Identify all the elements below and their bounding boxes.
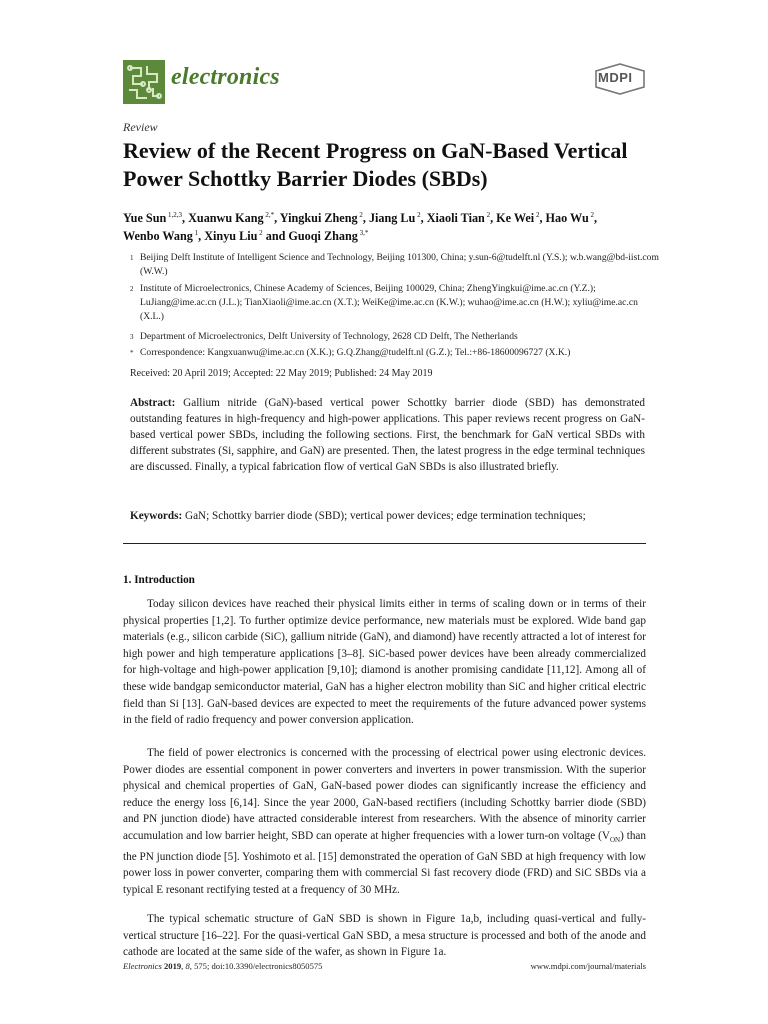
journal-url: www.mdpi.com/journal/materials xyxy=(530,961,646,971)
section-divider xyxy=(123,543,646,544)
author-affiliation-marker: 2 xyxy=(257,228,263,237)
document-type: Review xyxy=(123,120,158,134)
author-affiliation-marker: 2 xyxy=(534,210,540,219)
author-affiliation-marker: 1 xyxy=(192,228,199,237)
keywords xyxy=(130,510,650,522)
paper-title: Review of the Recent Progress on GaN-Based Vertical Power Schottky Barrier Diodes (SBDs) xyxy=(123,138,628,191)
publisher-name: MDPI xyxy=(598,70,633,85)
author-affiliation-marker: 3,* xyxy=(357,228,369,237)
author-name: Yue Sun xyxy=(123,211,167,225)
intro-paragraph-3: The typical schematic structure of GaN SBD is shown in Figure 1a,b, including quasi-vertical and fully-vertical structure [16–22]. For the quasi-vertical GaN SBD, a mesa structure is processed and both of the anode and cathode are located at the same side of the wafer, as shown in Figure 1a. xyxy=(123,913,646,959)
correspondence: * Correspondence: Kangxuanwu@ime.ac.cn (X.K.); G.Q.Zhang@tudelft.nl (G.Z.); Tel.:+86-18600096727 (X.K.) xyxy=(130,347,571,358)
affiliation-1: 1 Beijing Delft Institute of Intelligent Science and Technology, Beijing 101300, China; y.sun-6@tudelft.nl (Y.S.); w.b.wang@bd-iist.com (W.W.) xyxy=(130,252,659,278)
citation-footer: Electronics 2019, 8, 575; doi:10.3390/electronics8050575 xyxy=(123,961,323,971)
author-name: Xinyu Liu xyxy=(204,229,258,243)
author-name: Ke Wei xyxy=(496,211,535,225)
publication-dates: Received: 20 April 2019; Accepted: 22 May 2019; Published: 24 May 2019 xyxy=(130,368,433,379)
keywords-text: GaN; Schottky barrier diode (SBD); vertical power devices; edge termination techniques; xyxy=(185,510,586,522)
author-name: Hao Wu xyxy=(545,211,589,225)
intro-paragraph-2: The field of power electronics is concerned with the processing of electrical power using electronic devices. Power diodes are essential component in power converters and inverters in power transmission. With the superior physical and chemical properties of GaN, GaN-based power diodes can significantly increase the efficiency and reduce the energy loss [6,14]. Since the year 2000, GaN-based rectifiers (including Schottky barrier diode (SBD) and PN junction diode) have attracted considerable interest from researchers. With the absence of minority carrier accumulation and low barrier height, SBD can operate at higher frequencies with a lower turn-on voltage $(V_{ON})$ than the PN junction diode [5]. Yoshimoto et al. [15] demonstrated the operation of GaN SBD at high frequency with low power loss in power converter, comparing them with commercial Si fast recovery diode (FRD) and SiC SBDs via a typical E resonant rectifying tested at a frequency of 30 MHz. xyxy=(123,747,646,896)
author-affiliation-marker: 1,2,3 xyxy=(166,210,183,219)
author-name: Jiang Lu xyxy=(368,211,416,225)
author-affiliation-marker: 2,* xyxy=(263,210,275,219)
author-affiliation-marker: 2 xyxy=(588,210,595,219)
affiliation-3: 3 Department of Microelectronics, Delft University of Technology, 2628 CD Delft, The Netherlands xyxy=(130,331,518,342)
abstract xyxy=(130,396,645,476)
affiliation-2: 2 Institute of Microelectronics, Chinese Academy of Sciences, Beijing 100029, China; ZhengYingkui@ime.ac.cn (Y.Z.); LuJiang@ime.ac.cn (J.L.); TianXiaoli@ime.ac.cn (X.T.); WeiKe@ime.ac.cn (K.W.); wuhao@ime.ac.cn (H.W.); xyliu@ime.ac.cn (X.L.) xyxy=(130,283,638,323)
journal-logo-icon xyxy=(123,60,165,104)
author-affiliation-marker: 2 xyxy=(415,210,421,219)
author-name: Xiaoli Tian xyxy=(426,211,485,225)
author-affiliation-marker: 2 xyxy=(484,210,491,219)
intro-paragraph-1: Today silicon devices have reached their physical limits either in terms of scaling down or in terms of their physical properties [1,2]. To further optimize device performance, new materials must be explored. Wide band gap materials (e.g., silicon carbide (SiC), gallium nitride (GaN), and diamond) have recently attracted a lot of interest for high power and high temperature applications [3–8]. SiC-based power devices have been already commercialized for high-voltage and high-power application [9,10]; diamond is another promising candidate [11,12]. Among all of these wide bandgap semiconductor material, GaN has a higher electron mobility than SiC and higher critical electric field than Si [13]. GaN-based devices are expected to meet the requirements of the future advanced power systems in the field of radio frequency and power conversion application. xyxy=(123,598,646,727)
journal-name: electronics xyxy=(171,64,280,90)
author-name: Guoqi Zhang xyxy=(288,229,358,243)
section-heading: 1. Introduction xyxy=(123,574,195,586)
author-list: Yue Sun $^{1,2,3}$, Xuanwu Kang $^{2,*}$, Yingkui Zheng $^2$, Jiang Lu $^2$, Xiaoli Tian $^2$, Ke Wei $^2$, Hao Wu $^2$, Wenbo Wang $^1$, Xinyu Liu $^2$ and Guoqi Zhang $^{3,*}$ xyxy=(123,210,598,243)
author-affiliation-marker: 2 xyxy=(357,210,363,219)
author-name: Wenbo Wang xyxy=(123,229,193,243)
abstract-label: Abstract: xyxy=(130,397,176,409)
abstract-text: Gallium nitride (GaN)-based vertical power Schottky barrier diode (SBD) has demonstrated outstanding features in high-frequency and high-power applications. This paper reviews recent progress on GaN-based vertical power SBDs, including the following sections. First, the benchmark for GaN vertical SBDs with different substrates (Si, sapphire, and GaN) are presented. Then, the latest progress in the edge terminal techniques are discussed. Finally, a typical fabrication flow of vertical GaN SBDs is also illustrated briefly. xyxy=(130,397,646,473)
author-name: Xuanwu Kang xyxy=(188,211,264,225)
author-name: Yingkui Zheng xyxy=(279,211,358,225)
keywords-label: Keywords: xyxy=(130,510,183,522)
